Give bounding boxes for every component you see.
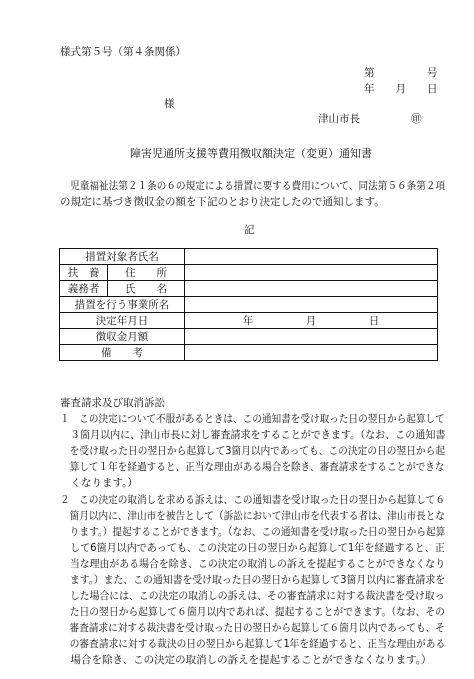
address-label: 住 所: [108, 265, 185, 281]
appeal-line: 当な理由がある場合を除き、この決定の取消しの訴えを提起することができなくなり: [60, 558, 446, 570]
decision-date-value: 年 月 日: [185, 313, 438, 329]
issuer: 津山市長: [318, 113, 360, 125]
ki-marker: 記: [244, 224, 255, 236]
table-row: [60, 313, 438, 329]
facility-value: [185, 297, 438, 313]
table-row: [60, 345, 438, 361]
appeal-line: 算して１年を経過すると、正当な理由がある場合を除き、審査請求をすることができな: [60, 461, 445, 473]
intro-paragraph: [60, 178, 445, 210]
appeal-line: を受け取った日の翌日から起算して3箇月以内であっても、この決定の日の翌日から起: [60, 445, 446, 457]
document-date: 年 月 日: [364, 83, 438, 95]
appeal-section-2: [60, 492, 445, 668]
appeal-section-1: [60, 411, 445, 491]
guardian-label-a: 扶 養: [60, 265, 108, 281]
table-row: [60, 281, 438, 297]
appeal-line: の審査請求に対する裁決の日の翌日から起算して1年を経過すると、正当な理由がある: [60, 638, 446, 650]
appeal-line: して6箇月以内であっても、この決定の日の翌日から起算して1年を経過すると、正: [60, 542, 445, 554]
appeal-line: た日の翌日から起算して６箇月以内であれば、提起することができます。（なお、その: [60, 606, 445, 618]
subject-name-value: [185, 249, 438, 265]
intro-line: の規定に基づき徴収金の額を下記のとおり決定したので通知します。: [60, 196, 385, 208]
document-number: 第 号: [364, 67, 438, 79]
appeal-line: ます。）また、この通知書を受け取った日の翌日から起算して3箇月以内に審査請求を: [60, 574, 446, 586]
table-row: [60, 297, 438, 313]
appeal-line: ２ この決定の取消しを求める訴えは、この通知書を受け取った日の翌日から起算して６: [60, 494, 445, 506]
document-title: 障害児通所支援等費用徴収額決定（変更）通知書: [130, 147, 372, 160]
remarks-label: 備 考: [60, 345, 185, 361]
guardian-name-label: 氏 名: [108, 281, 185, 297]
guardian-name-value: [185, 281, 438, 297]
facility-label: 措置を行う事業所名: [60, 297, 185, 313]
appeal-line: ３箇月以内に、津山市長に対し審査請求をすることができます。（なお、この通知書: [60, 429, 446, 441]
intro-line: 児童福祉法第２１条の６の規定による措置に要する費用について、同法第５６条第２項: [70, 180, 446, 192]
table-row: [60, 265, 438, 281]
form-label: 様式第５号（第４条関係）: [60, 46, 186, 58]
appeal-line: 場合を除き、この決定の取消しの訴えを提起することができなくなります。）: [60, 654, 432, 666]
appeal-line: ります。）提起することができます。（なお、この通知書を受け取った日の翌日から起算: [60, 526, 446, 538]
table-row: [60, 329, 438, 345]
appeal-line: した場合には、この決定の取消しの訴えは、その審査請求に対する裁決書を受け取っ: [60, 590, 445, 602]
decision-date-label: 決定年月日: [60, 313, 185, 329]
table-row: [60, 249, 438, 265]
appeal-line: 箇月以内に、津山市を被告として（訴訟において津山市を代表する者は、津山市長とな: [60, 510, 445, 522]
appeal-line: 審査請求に対する裁決書を受け取った日の翌日から起算して６箇月以内であっても、そ: [60, 622, 445, 634]
decision-table: [59, 248, 438, 361]
appeal-line: くなります。）: [60, 477, 138, 489]
appeal-line: １ この決定について不服があるときは、この通知書を受け取った日の翌日から起算して: [60, 413, 445, 425]
subject-name-label: 措置対象者氏名: [60, 249, 185, 265]
appeal-heading: 審査請求及び取消訴訟: [60, 397, 165, 409]
addressee-suffix: 様: [164, 98, 175, 110]
monthly-amount-label: 徴収金月額: [60, 329, 185, 345]
remarks-value: [185, 345, 438, 361]
address-value: [185, 265, 438, 281]
seal-mark: ㊞: [411, 113, 422, 125]
guardian-label-b: 義務者: [60, 281, 108, 297]
monthly-amount-value: [185, 329, 438, 345]
